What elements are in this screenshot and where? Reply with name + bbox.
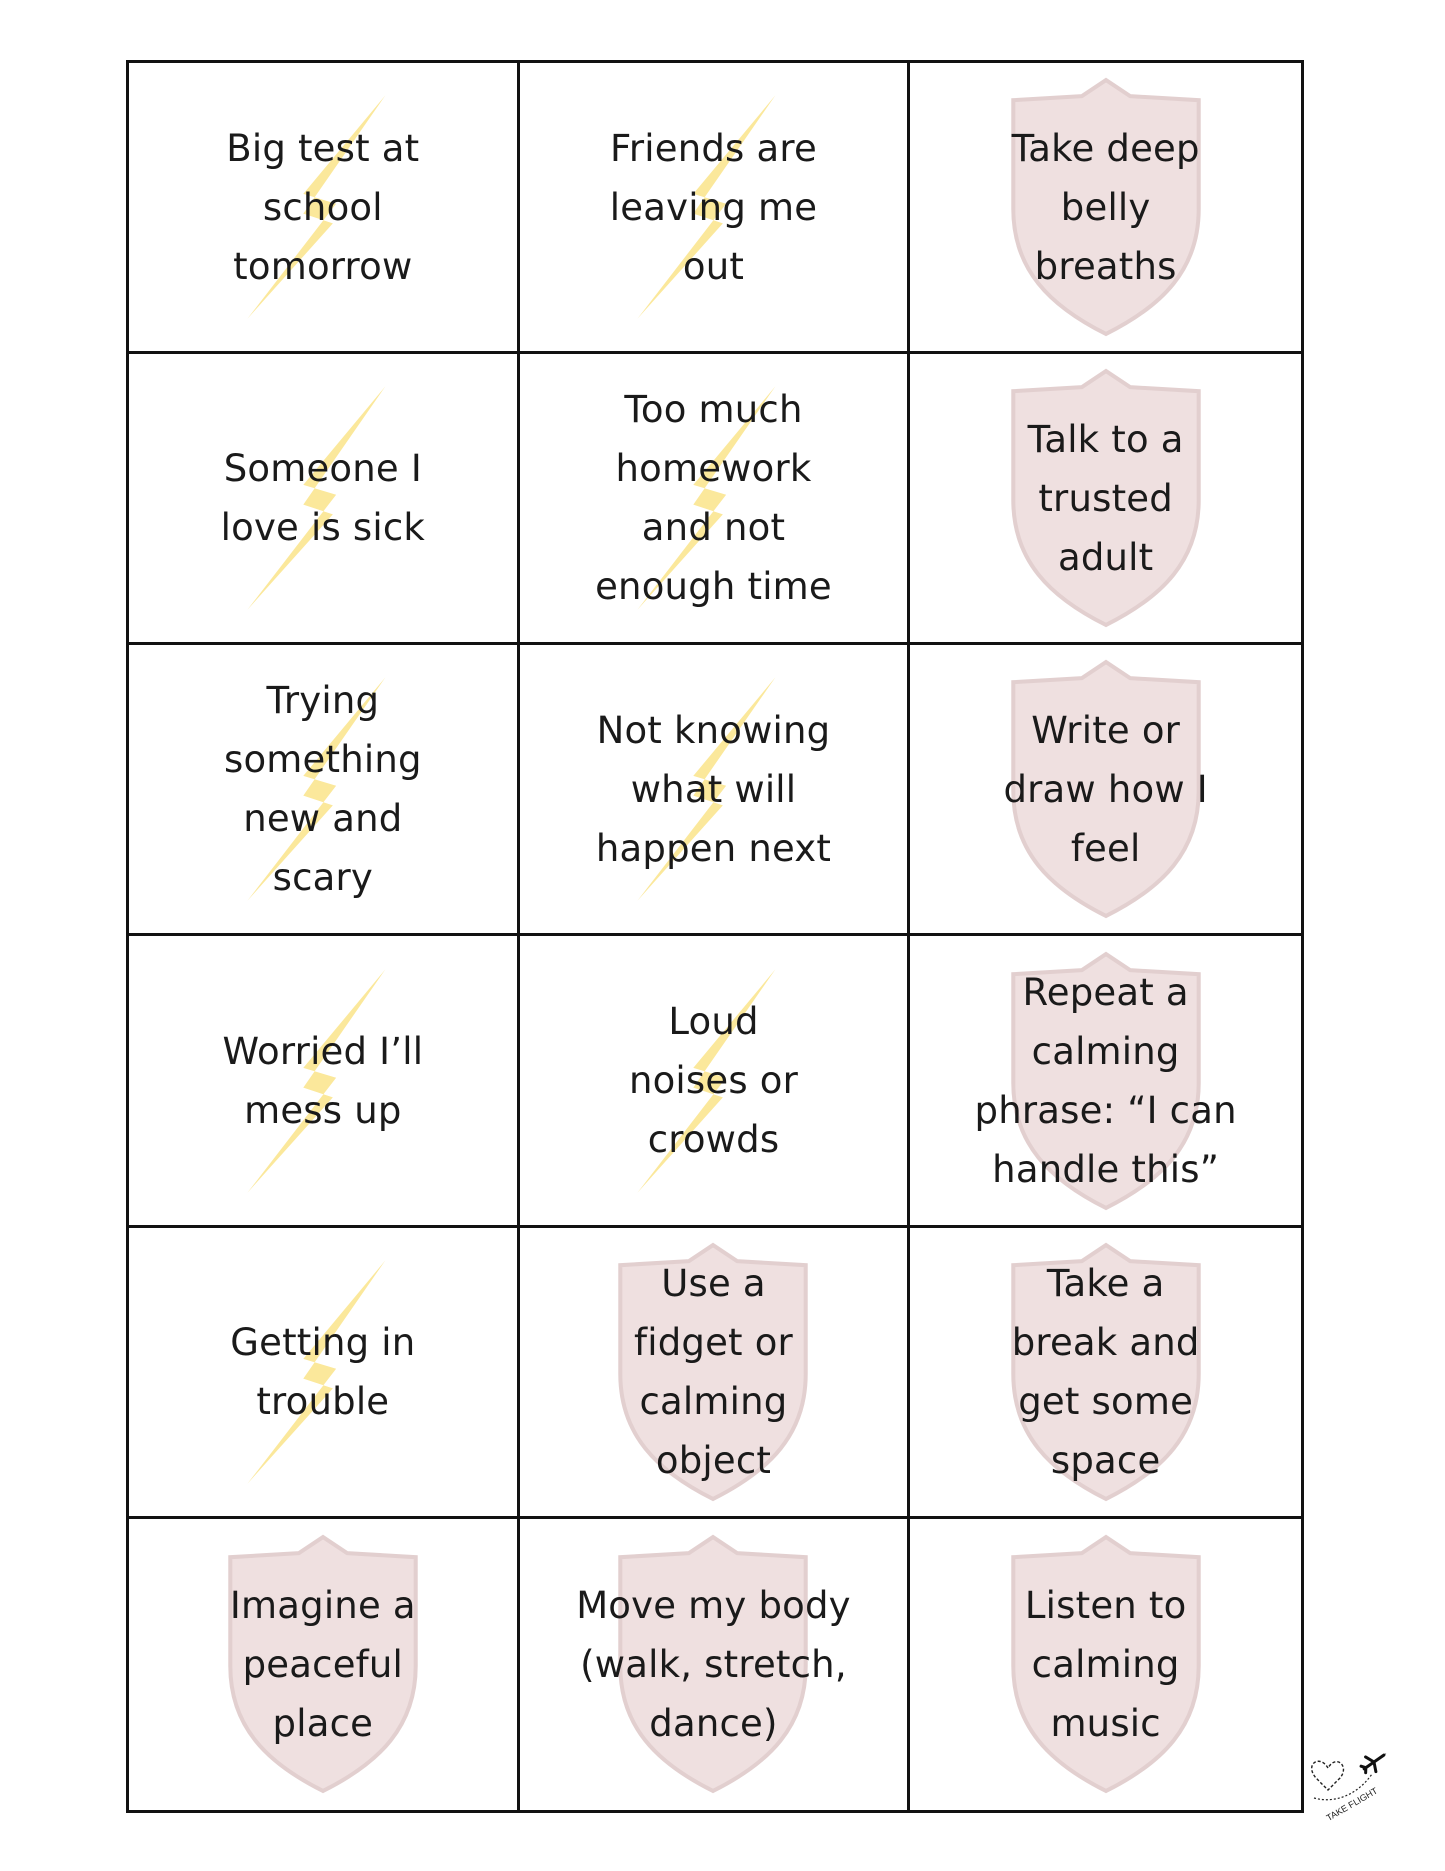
strategy-card bbox=[910, 63, 1301, 354]
worry-card bbox=[520, 936, 911, 1227]
card-text: Take a break and get some space bbox=[1011, 1261, 1200, 1482]
worry-card bbox=[520, 354, 911, 645]
strategy-card bbox=[910, 1519, 1301, 1810]
strategy-card bbox=[910, 354, 1301, 645]
worry-card bbox=[129, 936, 520, 1227]
worry-card bbox=[520, 645, 911, 936]
card-text: Talk to a trusted adult bbox=[1027, 417, 1184, 579]
strategy-card bbox=[910, 645, 1301, 936]
worry-card bbox=[129, 645, 520, 936]
card-text: Write or draw how I feel bbox=[1003, 708, 1208, 870]
card-text: Loud noises or crowds bbox=[628, 1000, 799, 1162]
worry-card bbox=[129, 354, 520, 645]
card-text: Use a fidget or calming object bbox=[634, 1261, 793, 1482]
card-text: Listen to calming music bbox=[1024, 1583, 1187, 1745]
card-text: Imagine a peaceful place bbox=[229, 1583, 416, 1745]
card-text: Friends are leaving me out bbox=[609, 126, 818, 288]
logo-text: TAKE FLIGHT bbox=[1324, 1785, 1380, 1823]
card-text: Move my body (walk, stretch, dance) bbox=[576, 1583, 851, 1745]
strategy-card bbox=[520, 1228, 911, 1519]
card-text: Trying something new and scary bbox=[223, 679, 422, 900]
card-text: Not knowing what will happen next bbox=[595, 708, 832, 870]
strategy-card bbox=[520, 1519, 911, 1810]
worry-card bbox=[129, 1228, 520, 1519]
strategy-card bbox=[910, 936, 1301, 1227]
card-text: Worried I’ll mess up bbox=[222, 1029, 424, 1132]
card-grid bbox=[126, 60, 1304, 1813]
card-text: Repeat a calming phrase: “I can handle this” bbox=[974, 970, 1237, 1191]
worry-card bbox=[129, 63, 520, 354]
card-text: Someone I love is sick bbox=[220, 447, 426, 550]
worry-card bbox=[520, 63, 911, 354]
card-text: Big test at school tomorrow bbox=[226, 126, 420, 288]
strategy-card bbox=[129, 1519, 520, 1810]
card-text: Too much homework and not enough time bbox=[595, 388, 832, 609]
strategy-card bbox=[910, 1228, 1301, 1519]
card-text: Getting in trouble bbox=[230, 1320, 416, 1423]
card-text: Take deep belly breaths bbox=[1011, 126, 1200, 288]
take-flight-logo bbox=[1306, 1738, 1392, 1824]
